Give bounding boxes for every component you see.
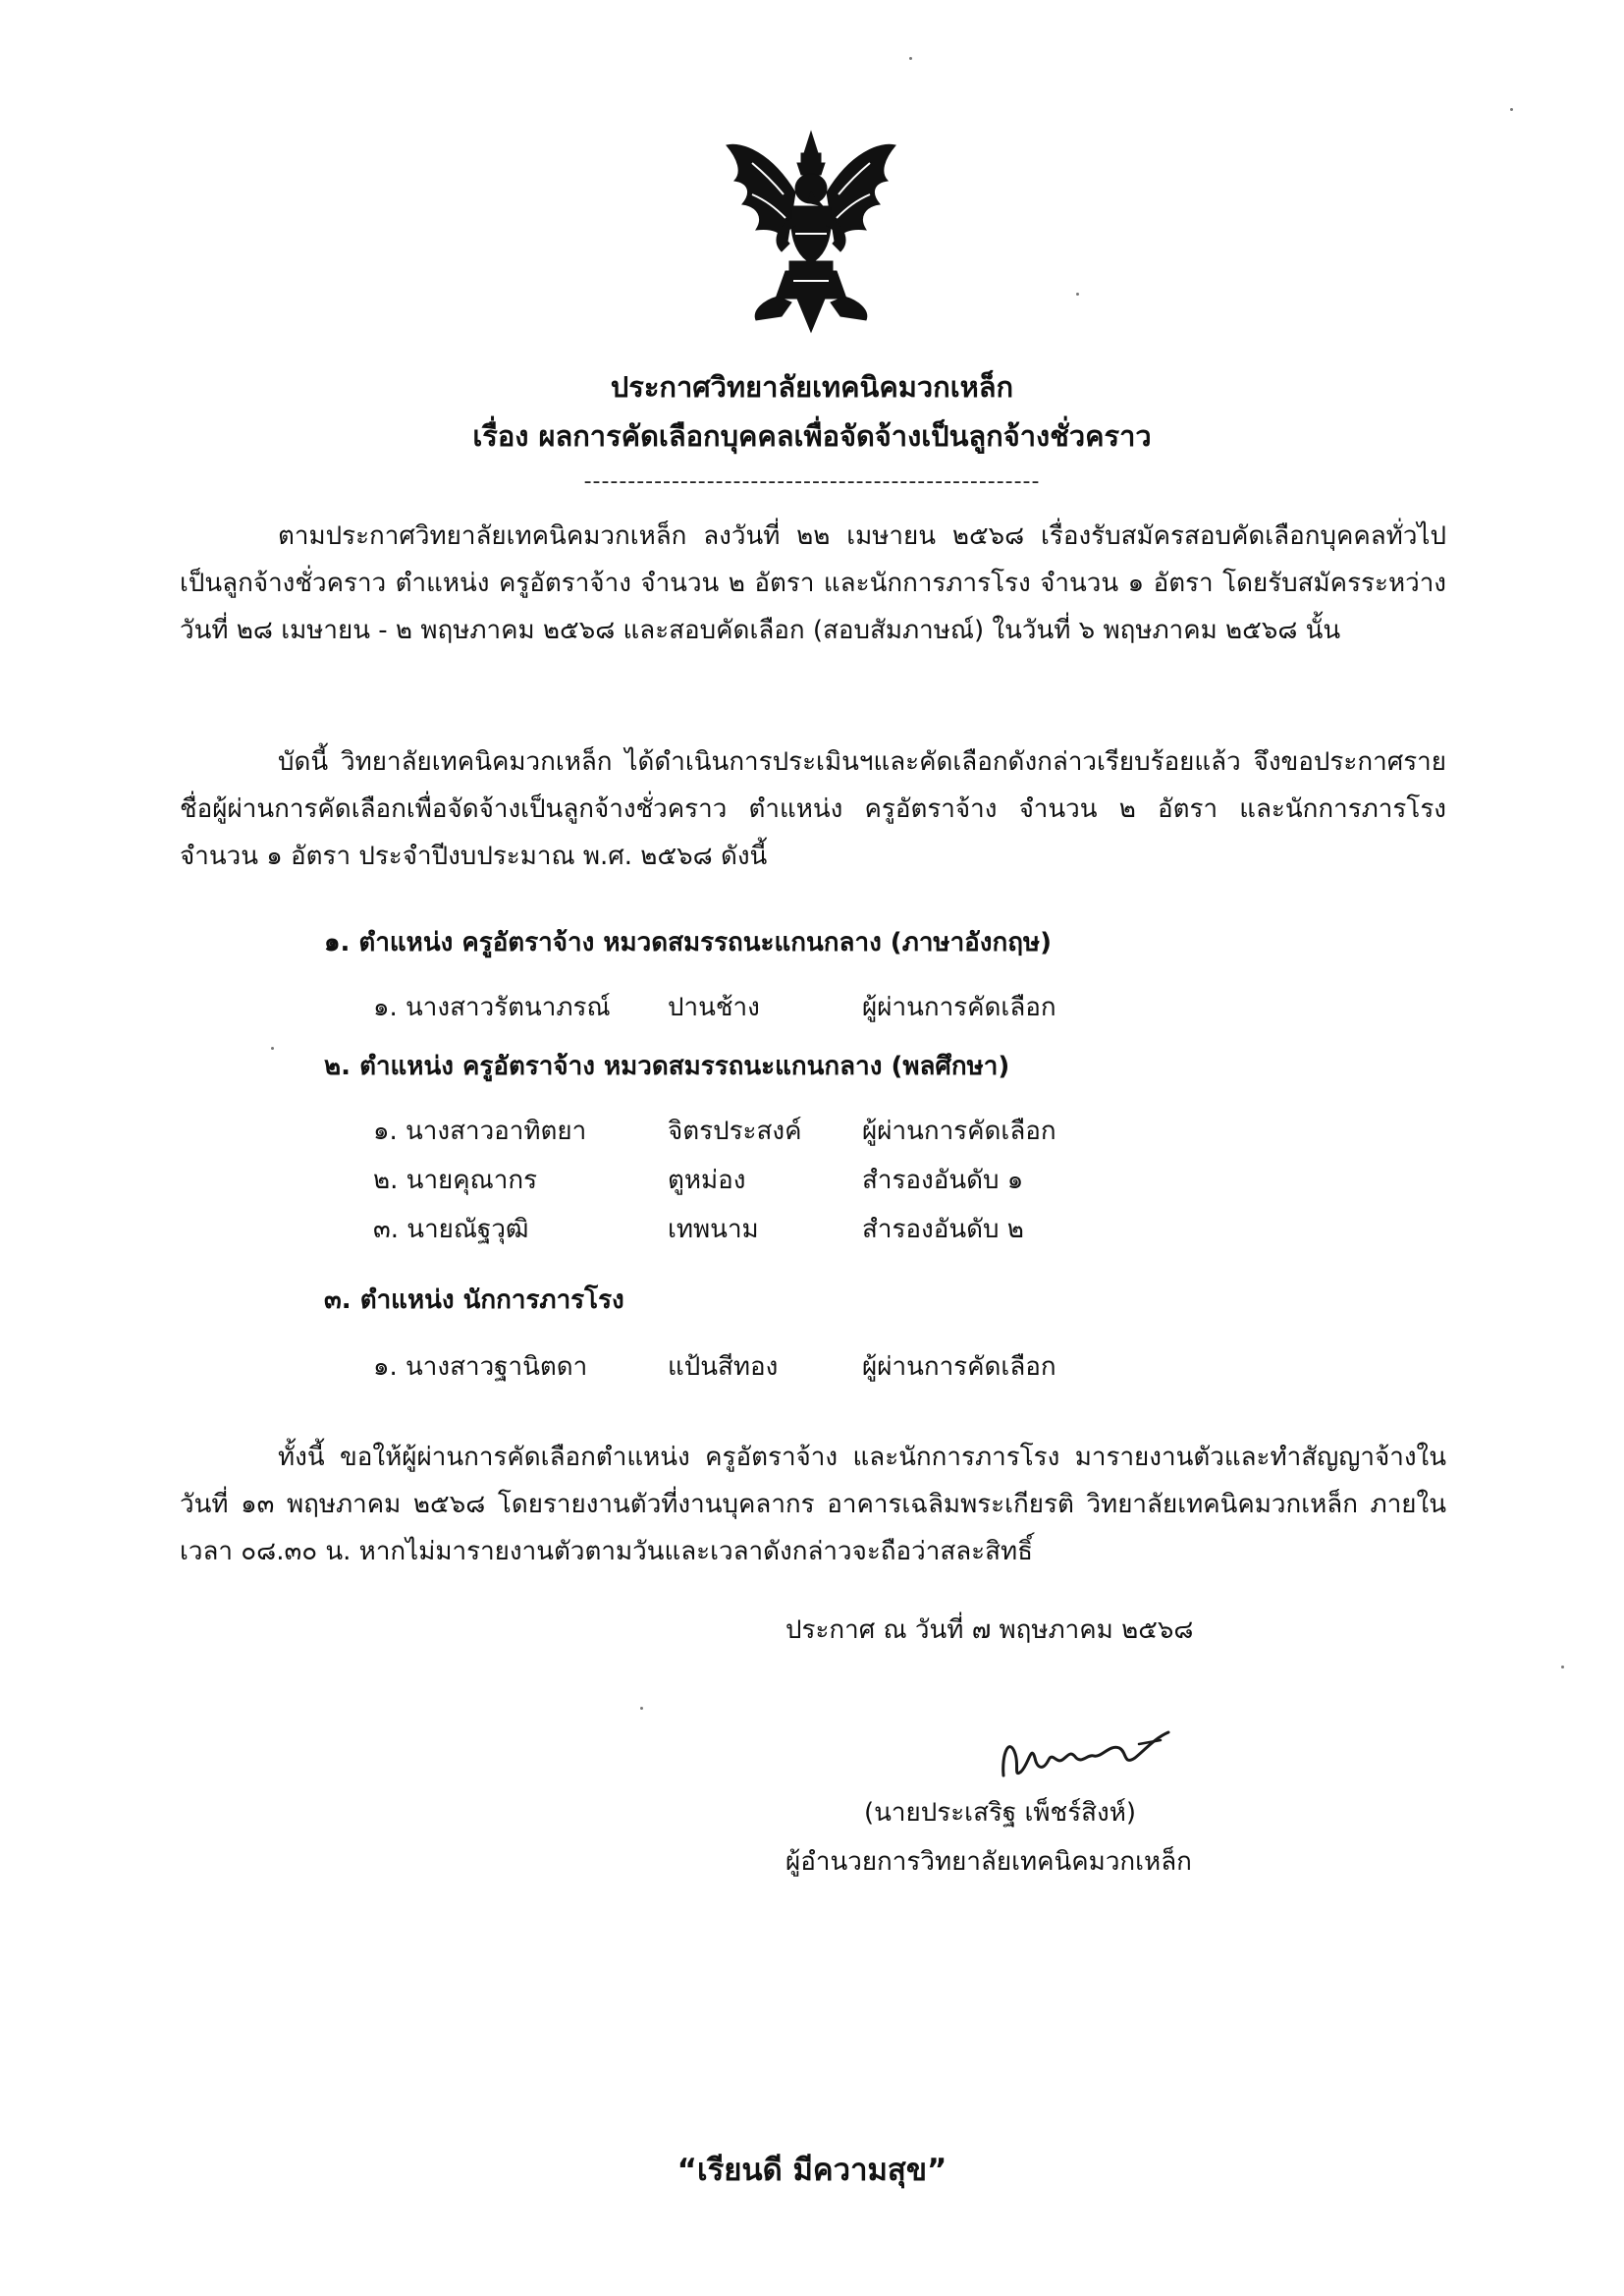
announcement-title: ประกาศวิทยาลัยเทคนิคมวกเหล็ก [610,370,1014,404]
scan-speck [909,57,912,60]
section-heading: ๓. ตำแหน่ง นักการภารโรง [324,1285,624,1315]
candidate-name: ๑. นางสาวอาทิตยา [373,1117,587,1146]
candidate-surname: เทพนาม [668,1215,759,1244]
scan-speck [1510,108,1513,111]
garuda-emblem-icon [713,124,909,335]
candidate-result: ผู้ผ่านการคัดเลือก [862,993,1056,1022]
handwritten-signature [992,1715,1188,1793]
closing-paragraph-text: ทั้งนี้ ขอให้ผู้ผ่านการคัดเลือกตำแหน่ง ครูอัตราจ้าง และนักการภารโรง มารายงานตัวและทำสัญญาจ้างในวันที่ ๑๓ พฤษภาคม ๒๕๖๘ โดยรายงานตัวที่งานบุคลากร อาคารเฉลิมพระเกียรติ วิทยาลัยเทคนิคมวกเหล็ก ภายในเวลา ๐๘.๓๐ น. หากไม่มารายงานตัวตามวันและเวลาดังกล่าวจะถือว่าสละสิทธิ์ [180,1443,1446,1566]
header-separator: ---------------------------------------------------- [583,469,1041,494]
candidate-result: สำรองอันดับ ๑ [862,1166,1024,1195]
scan-speck [1076,293,1079,296]
candidate-result: สำรองอันดับ ๒ [862,1215,1024,1244]
intro-paragraph-2-text: บัดนี้ วิทยาลัยเทคนิคมวกเหล็ก ได้ดำเนินการประเมินฯและคัดเลือกดังกล่าวเรียบร้อยแล้ว จึงขอประกาศรายชื่อผู้ผ่านการคัดเลือกเพื่อจัดจ้างเป็นลูกจ้างชั่วคราว ตำแหน่ง ครูอัตราจ้าง จำนวน ๒ อัตรา และนักการภารโรง จำนวน ๑ อัตรา ประจำปีงบประมาณ พ.ศ. ๒๕๖๘ ดังนี้ [180,747,1446,871]
announcement-subject: เรื่อง ผลการคัดเลือกบุคคลเพื่อจัดจ้างเป็นลูกจ้างชั่วคราว [472,419,1152,453]
section-heading: ๑. ตำแหน่ง ครูอัตราจ้าง หมวดสมรรถนะแกนกลาง (ภาษาอังกฤษ) [324,928,1052,957]
candidate-surname: ปานช้าง [668,993,760,1022]
candidate-name: ๒. นายคุณากร [373,1166,538,1195]
candidate-name: ๓. นายณัฐวุฒิ [373,1215,529,1244]
candidate-surname: ตูหม่อง [668,1166,746,1195]
intro-paragraph-2 [180,738,1446,880]
closing-paragraph [180,1434,1446,1575]
intro-paragraph-1 [180,513,1446,654]
candidate-surname: แป้นสีทอง [668,1352,779,1382]
intro-paragraph-1-text: ตามประกาศวิทยาลัยเทคนิคมวกเหล็ก ลงวันที่ ๒๒ เมษายน ๒๕๖๘ เรื่องรับสมัครสอบคัดเลือกบุคคลทั่วไปเป็นลูกจ้างชั่วคราว ตำแหน่ง ครูอัตราจ้าง จำนวน ๒ อัตรา และนักการภารโรง จำนวน ๑ อัตรา โดยรับสมัครระหว่างวันที่ ๒๘ เมษายน - ๒ พฤษภาคม ๒๕๖๘ และสอบคัดเลือก (สอบสัมภาษณ์) ในวันที่ ๖ พฤษภาคม ๒๕๖๘ นั้น [180,521,1446,645]
signer-title: ผู้อำนวยการวิทยาลัยเทคนิคมวกเหล็ก [785,1847,1192,1877]
footer-motto: “เรียนดี มีความสุข” [677,2153,947,2188]
candidate-name: ๑. นางสาวรัตนาภรณ์ [373,993,611,1022]
announcement-date: ประกาศ ณ วันที่ ๗ พฤษภาคม ๒๕๖๘ [785,1615,1194,1645]
candidate-name: ๑. นางสาวฐานิตดา [373,1352,588,1382]
candidate-surname: จิตรประสงค์ [668,1117,802,1146]
scan-speck [1561,1666,1564,1668]
scan-speck [640,1707,643,1710]
signer-name: (นายประเสริฐ เพ็ชร์สิงห์) [864,1798,1136,1828]
candidate-result: ผู้ผ่านการคัดเลือก [862,1352,1056,1382]
section-heading: ๒. ตำแหน่ง ครูอัตราจ้าง หมวดสมรรถนะแกนกลาง (พลศึกษา) [324,1052,1010,1081]
candidate-result: ผู้ผ่านการคัดเลือก [862,1117,1056,1146]
scan-speck [271,1047,274,1050]
